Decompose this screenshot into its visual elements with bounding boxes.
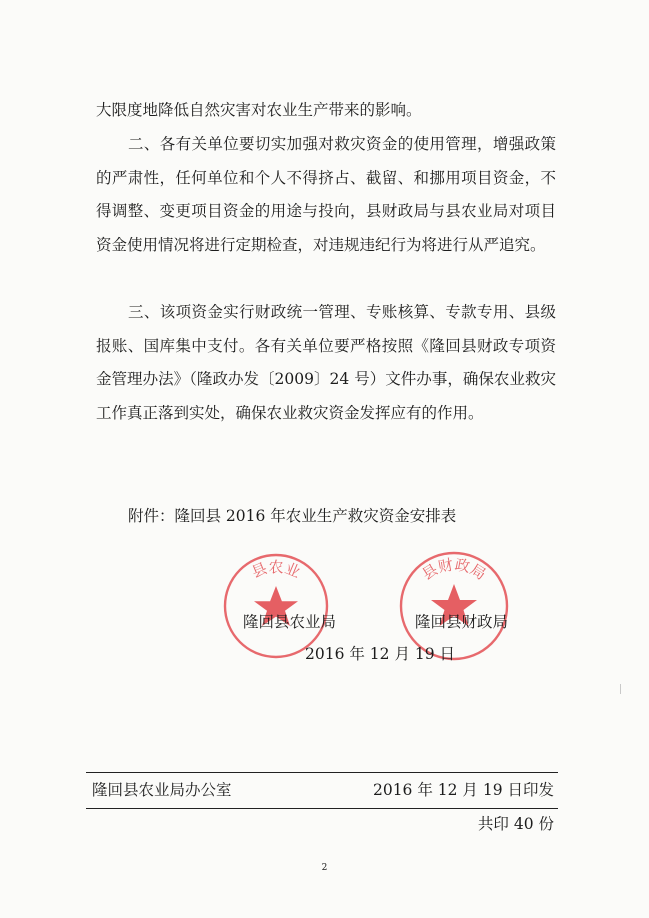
footer-rule-top bbox=[86, 772, 558, 773]
copy-count: 共印 40 份 bbox=[477, 815, 554, 833]
seal-2-text: 县财政局 bbox=[418, 555, 490, 584]
seal-1-text: 县农业 bbox=[249, 558, 303, 582]
issuing-office: 隆回县农业局办公室 bbox=[92, 781, 232, 799]
page-number: 2 bbox=[321, 863, 328, 873]
svg-text:县农业 bbox=[249, 558, 303, 582]
attachment-line: 附件：隆回县 2016 年农业生产救灾资金安排表 bbox=[128, 507, 457, 525]
signer-finance-bureau: 隆回县财政局 bbox=[415, 613, 509, 631]
signature-date: 2016 年 12 月 19 日 bbox=[305, 645, 456, 663]
body-paragraph-3: 三、该项资金实行财政统一管理、专账核算、专款专用、县级报账、国库集中支付。各有关单位要严格按照《隆回县财政专项资金管理办法》（隆政办发〔2009〕24 号）文件办事，确保农业救灾工作真正落到实处，确保农业救灾资金发挥应有的作用。 bbox=[96, 303, 556, 422]
body-paragraph-1: 大限度地降低自然灾害对农业生产带来的影响。 bbox=[96, 101, 422, 119]
scan-edge-mark bbox=[620, 684, 625, 694]
body-paragraph-2: 二、各有关单位要切实加强对救灾资金的使用管理，增强政策的严肃性，任何单位和个人不得挤占、截留、和挪用项目资金，不得调整、变更项目资金的用途与投向，县财政局与县农业局对项目资金使用情况将进行定期检查，对违规违纪行为将进行从严追究。 bbox=[96, 135, 556, 254]
footer-rule-bottom bbox=[86, 808, 558, 809]
issue-date: 2016 年 12 月 19 日印发 bbox=[372, 781, 554, 799]
signer-agriculture-bureau: 隆回县农业局 bbox=[243, 613, 337, 631]
